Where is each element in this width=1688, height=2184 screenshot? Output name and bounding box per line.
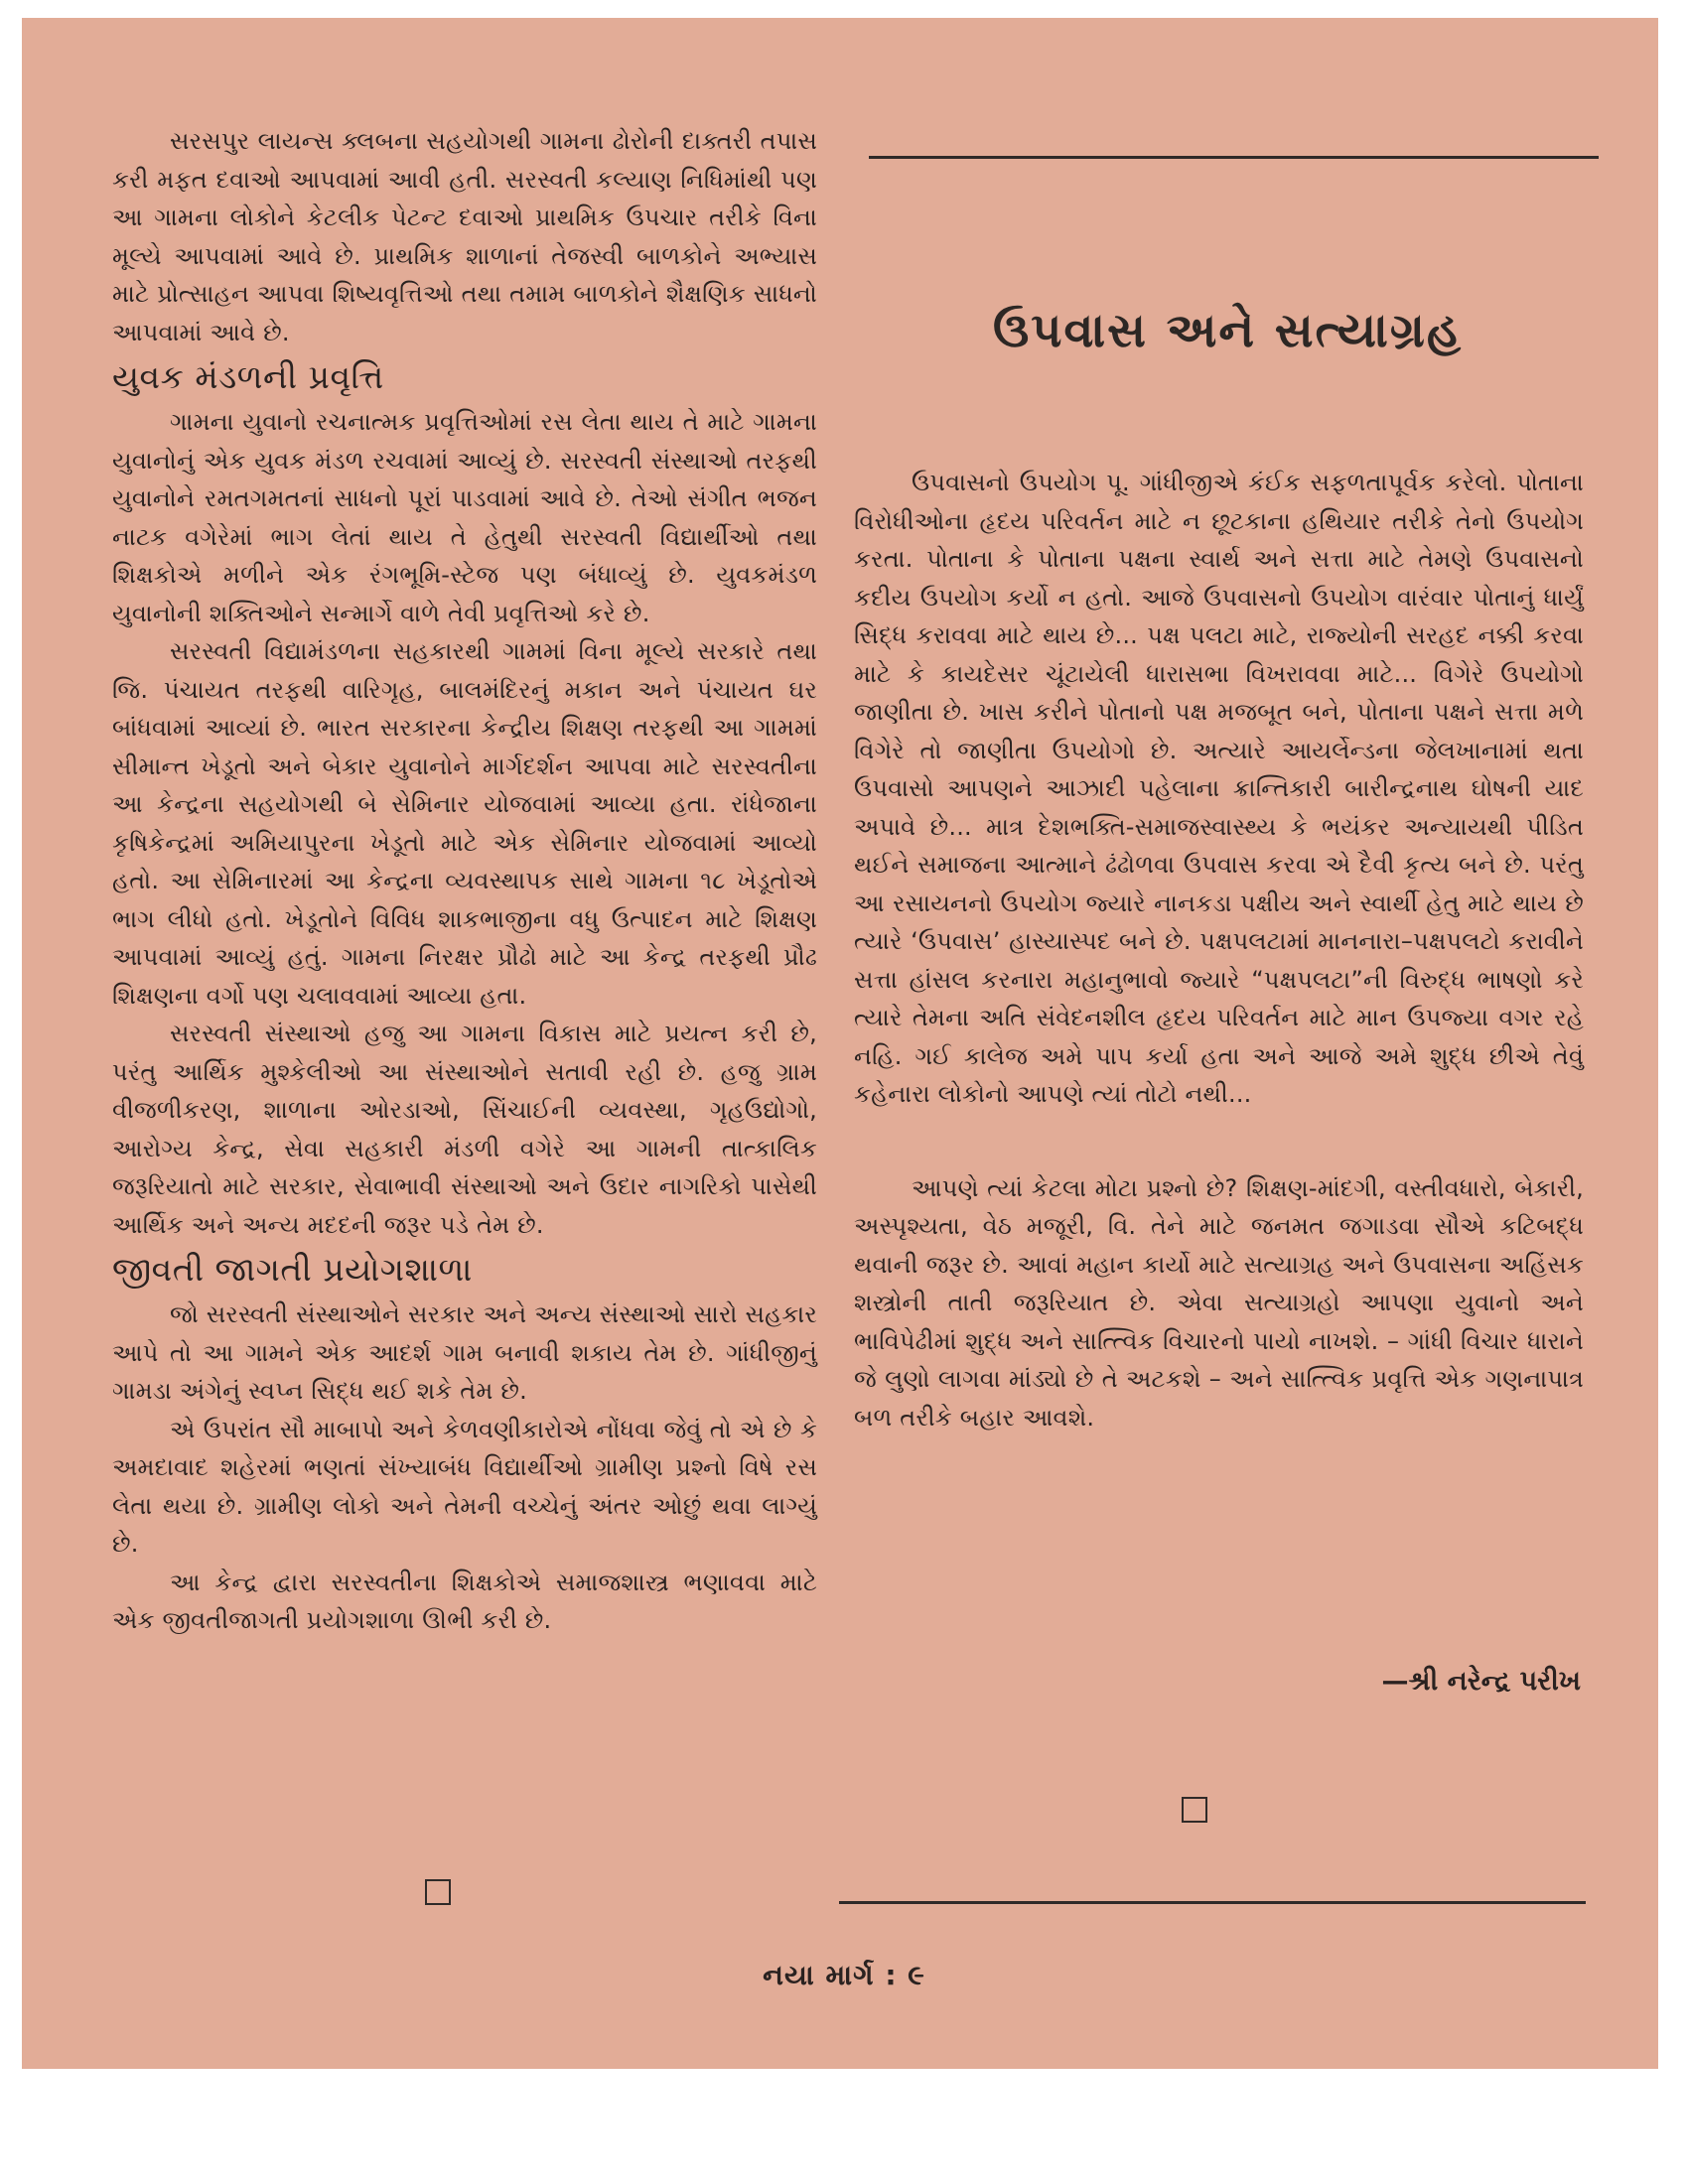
living-lab-paragraph-2: એ ઉપરાંત સૌ માબાપો અને કેળવણીકારોએ નોંધવા જેવું તો એ છે કે અમદાવાદ શહેરમાં ભણતાં સંખ્યાબંધ વિદ્યાર્થીઓ ગ્રામીણ પ્રશ્નો વિષે રસ લેતા થયા છે. ગ્રામીણ લોકો અને તેમની વચ્ચેનું અંતર ઓછું થવા લાગ્યું છે. bbox=[112, 1415, 817, 1558]
youth-club-paragraph-3: સરસ્વતી સંસ્થાઓ હજુ આ ગામના વિકાસ માટે પ્રયત્ન કરી છે, પરંતુ આર્થિક મુશ્કેલીઓ આ સંસ્થાઓને સતાવી રહી છે. હજુ ગ્રામ વીજળીકરણ, શાળાના ઓરડાઓ, સિંચાઈની વ્યવસ્થા, ગૃહઉદ્યોગો, આરોગ્ય કેન્દ્ર, સેવા સહકારી મંડળી વગેરે આ ગામની તાત્કાલિક જરૂરિયાતો માટે સરકાર, સેવાભાવી સંસ્થાઓ અને ઉદાર નાગરિકો પાસેથી આર્થિક અને અન્ય મદદની જરૂર પડે તેમ છે. bbox=[112, 1020, 817, 1239]
right-column bbox=[854, 464, 1584, 1436]
section-heading-living-lab: જીવતી જાગતી પ્રયોગશાળા bbox=[112, 1250, 473, 1289]
article-paragraph-1: ઉપવાસનો ઉપયોગ પૂ. ગાંધીજીએ કંઈક સફળતાપૂર્વક કરેલો. પોતાના વિરોધીઓના હૃદય પરિવર્તન માટે ન છૂટકાના હથિયાર તરીકે તેનો ઉપયોગ કરતા. પોતાના કે પોતાના પક્ષના સ્વાર્થ અને સત્તા માટે તેમણે ઉપવાસનો કદીય ઉપયોગ કર્યો ન હતો. આજે ઉપવાસનો ઉપયોગ વારંવાર પોતાનું ધાર્યું સિદ્ધ કરાવવા માટે થાય છે... પક્ષ પલટા માટે, રાજ્યોની સરહદ નક્કી કરવા માટે કે કાયદેસર ચૂંટાયેલી ધારાસભા વિખરાવવા માટે... વિગેરે ઉપયોગો જાણીતા છે. ખાસ કરીને પોતાનો પક્ષ મજબૂત બને, પોતાના પક્ષને સત્તા મળે વિગેરે તો જાણીતા ઉપયોગો છે. અત્યારે આયર્લેન્ડના જેલખાનામાં થતા ઉપવાસો આપણને આઝાદી પહેલાના ક્રાન્તિકારી બારીન્દ્રનાથ ઘોષની યાદ અપાવે છે... માત્ર દેશભક્તિ-સમાજસ્વાસ્થ્ય કે ભયંકર અન્યાયથી પીડિત થઈને સમાજના આત્માને ઢંઢોળવા ઉપવાસ કરવા એ દૈવી કૃત્ય બને છે. પરંતુ આ રસાયનનો ઉપયોગ જ્યારે નાનકડા પક્ષીય અને સ્વાર્થી હેતુ માટે થાય છે ત્યારે ‘ઉપવાસ’ હાસ્યાસ્પદ બને છે. પક્ષપલટામાં માનનારા–પક્ષપલટો કરાવીને સત્તા હાંસલ કરનારા મહાનુભાવો જ્યારે “પક્ષપલટા”ની વિરુદ્ધ ભાષણો કરે ત્યારે તેમના અતિ સંવેદનશીલ હૃદય પરિવર્તન માટે માન ઉપજ્યા વગર રહે નહિ. ગઈ કાલેજ અમે પાપ કર્યા હતા અને આજે અમે શુદ્ધ છીએ તેવું કહેનારા લોકોનો આપણે ત્યાં તોટો નથી... bbox=[854, 469, 1584, 1108]
youth-club-paragraph-2: સરસ્વતી વિદ્યામંડળના સહકારથી ગામમાં વિના મૂલ્યે સરકારે તથા જિ. પંચાયત તરફથી વારિગૃહ, બાલમંદિરનું મકાન અને પંચાયત ઘર બાંધવામાં આવ્યાં છે. ભારત સરકારના કેન્દ્રીય શિક્ષણ તરફથી આ ગામમાં સીમાન્ત ખેડૂતો અને બેકાર યુવાનોને માર્ગદર્શન આપવા માટે સરસ્વતીના આ કેન્દ્રના સહયોગથી બે સેમિનાર યોજવામાં આવ્યા હતા. રાંધેજાના કૃષિકેન્દ્રમાં અમિયાપુરના ખેડૂતો માટે એક સેમિનાર યોજવામાં આવ્યો હતો. આ સેમિનારમાં આ કેન્દ્રના વ્યવસ્થાપક સાથે ગામના ૧૮ ખેડૂતોએ ભાગ લીધો હતો. ખેડૂતોને વિવિધ શાકભાજીના વધુ ઉત્પાદન માટે શિક્ષણ આપવામાં આવ્યું હતું. ગામના નિરક્ષર પ્રૌઢો માટે આ કેન્દ્ર તરફથી પ્રૌઢ શિક્ષણના વર્ગો પણ ચલાવવામાં આવ્યા હતા. bbox=[112, 637, 817, 1010]
article-paragraph-2: આપણે ત્યાં કેટલા મોટા પ્રશ્નો છે? શિક્ષણ-માંદગી, વસ્તીવધારો, બેકારી, અસ્પૃશ્યતા, વેઠ મજૂરી, વિ. તેને માટે જનમત જગાડવા સૌએ કટિબદ્ધ થવાની જરૂર છે. આવાં મહાન કાર્યો માટે સત્યાગ્રહ અને ઉપવાસના અહિંસક શસ્ત્રોની તાતી જરૂરિયાત છે. એવા સત્યાગ્રહો આપણા યુવાનો અને ભાવિપેઢીમાં શુદ્ધ અને સાત્ત્વિક વિચારનો પાયો નાખશે. – ગાંધી વિચાર ધારાને જે લુણો લાગવા માંડ્યો છે તે અટકશે – અને સાત્ત્વિક પ્રવૃત્તિ એક ગણનાપાત્ર બળ તરીકે બહાર આવશે. bbox=[854, 1173, 1584, 1432]
section-heading-youth-club: યુવક મંડળની પ્રવૃત્તિ bbox=[112, 357, 384, 396]
top-rule bbox=[869, 156, 1599, 159]
end-mark-right bbox=[1182, 1797, 1207, 1823]
bottom-rule bbox=[839, 1901, 1586, 1904]
page-footer: નયા માર્ગ : ૯ bbox=[763, 1959, 925, 1991]
intro-paragraph: સરસપુર લાયન્સ ક્લબના સહયોગથી ગામના ઢોરોની દાક્તરી તપાસ કરી મફત દવાઓ આપવામાં આવી હતી. સરસ્વતી કલ્યાણ નિધિમાંથી પણ આ ગામના લોકોને કેટલીક પેટન્ટ દવાઓ પ્રાથમિક ઉપચાર તરીકે વિના મૂલ્યે આપવામાં આવે છે. પ્રાથમિક શાળાનાં તેજસ્વી બાળકોને અભ્યાસ માટે પ્રોત્સાહન આપવા શિષ્યવૃત્તિઓ તથા તમામ બાળકોને શૈક્ષણિક સાધનો આપવામાં આવે છે. bbox=[112, 127, 817, 346]
author-signature: —શ્રી નરેન્દ્ર પરીખ bbox=[1381, 1666, 1581, 1697]
living-lab-paragraph-1: જો સરસ્વતી સંસ્થાઓને સરકાર અને અન્ય સંસ્થાઓ સારો સહકાર આપે તો આ ગામને એક આદર્શ ગામ બનાવી શકાય તેમ છે. ગાંધીજીનું ગામડા અંગેનું સ્વપ્ન સિદ્ધ થઈ શકે તેમ છે. bbox=[112, 1300, 817, 1405]
living-lab-paragraph-3: આ કેન્દ્ર દ્વારા સરસ્વતીના શિક્ષકોએ સમાજશાસ્ત્ર ભણાવવા માટે એક જીવતીજાગતી પ્રયોગશાળા ઊભી કરી છે. bbox=[112, 1568, 817, 1634]
youth-club-paragraph-1: ગામના યુવાનો રચનાત્મક પ્રવૃત્તિઓમાં રસ લેતા થાય તે માટે ગામના યુવાનોનું એક યુવક મંડળ રચવામાં આવ્યું છે. સરસ્વતી સંસ્થાઓ તરફથી યુવાનોને રમતગમતનાં સાધનો પૂરાં પાડવામાં આવે છે. તેઓ સંગીત ભજન નાટક વગેરેમાં ભાગ લેતાં થાય તે હેતુથી સરસ્વતી વિદ્યાર્થીઓ તથા શિક્ષકોએ મળીને એક રંગભૂમિ-સ્ટેજ પણ બંધાવ્યું છે. યુવકમંડળ યુવાનોની શક્તિઓને સન્માર્ગે વાળે તેવી પ્રવૃત્તિઓ કરે છે. bbox=[112, 408, 817, 627]
end-mark-left bbox=[425, 1879, 451, 1905]
paragraph-gap bbox=[854, 1114, 1584, 1169]
left-column bbox=[112, 122, 817, 1640]
article-title: ઉપવાસ અને સત્યાગ્રહ bbox=[993, 303, 1463, 358]
